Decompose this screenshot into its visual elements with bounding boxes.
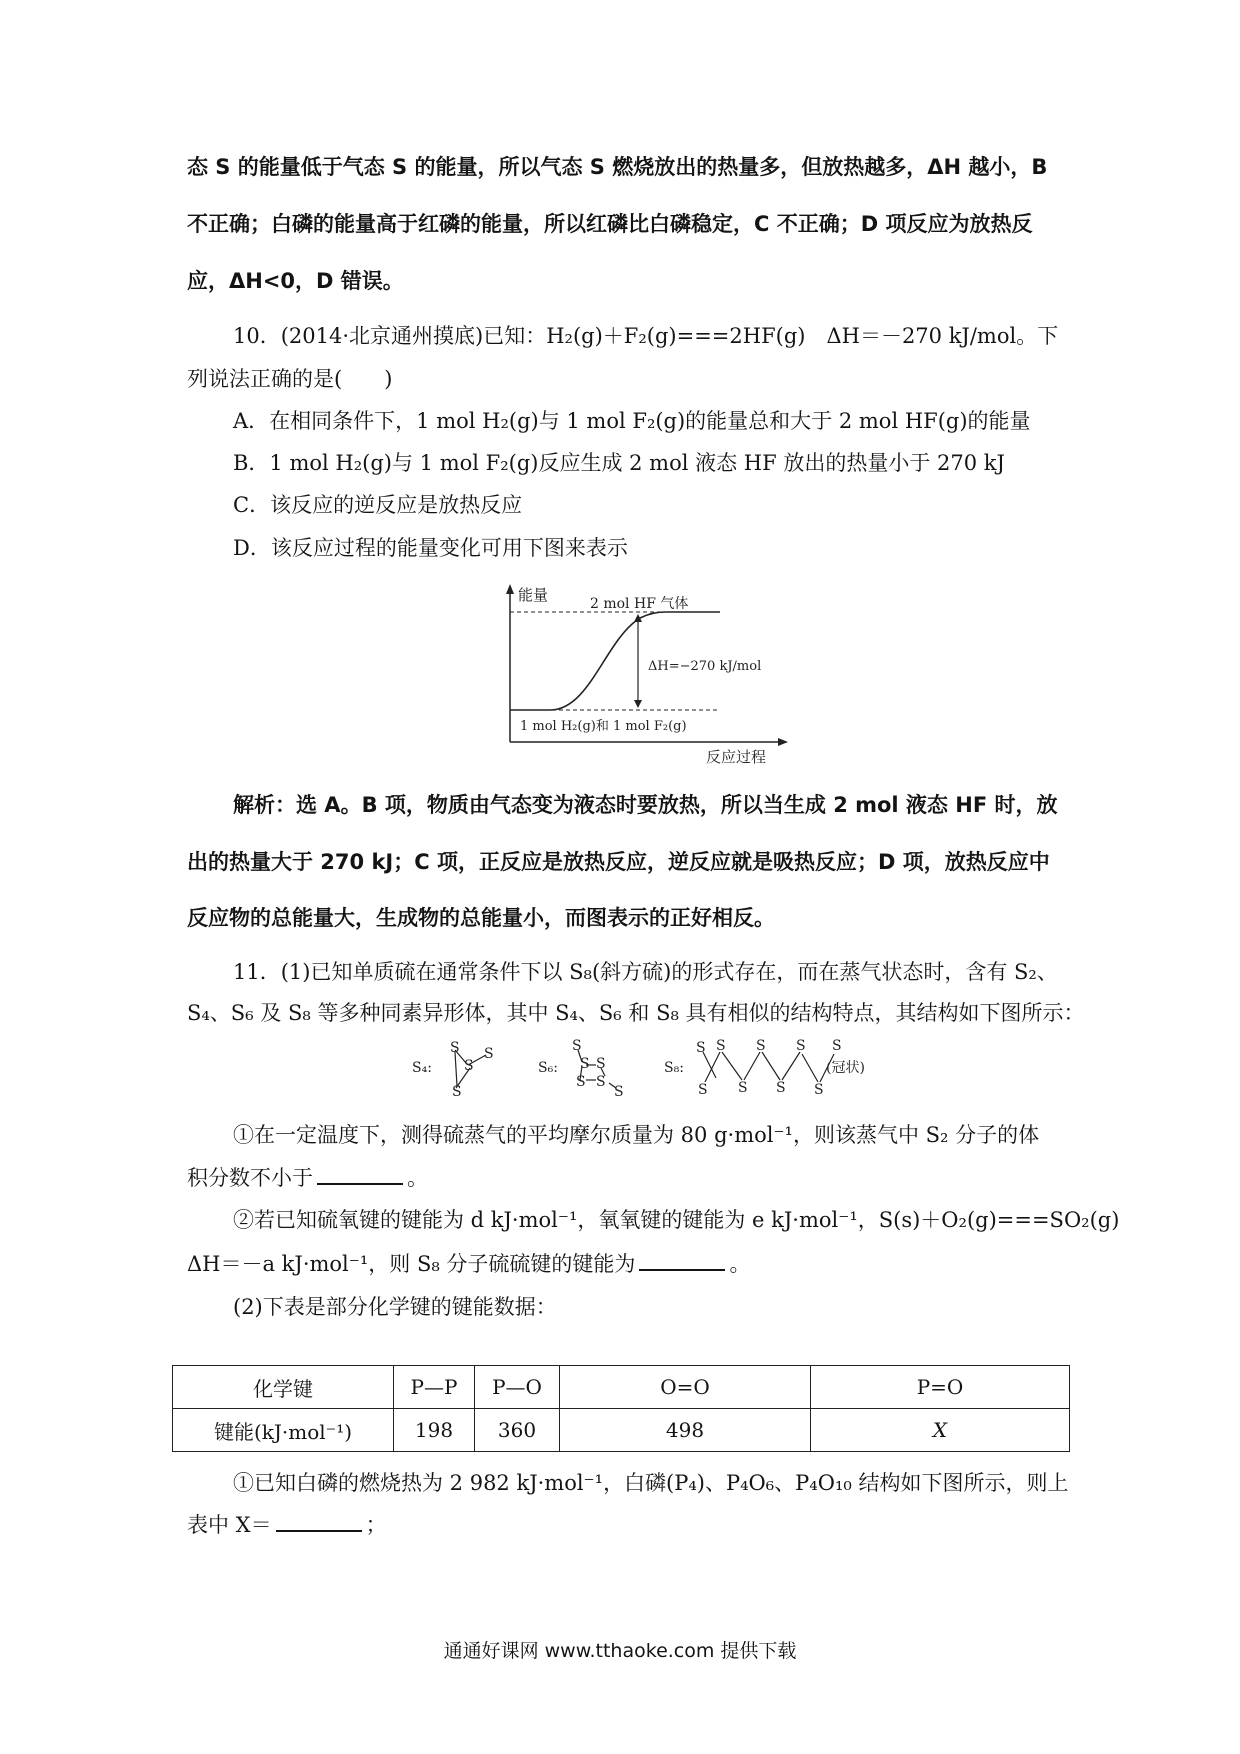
s-atom: S [450,1040,460,1056]
analysis-9-line-2: 不正确；白磷的能量高于红磷的能量，所以红磷比白磷稳定，C 不正确；D 项反应为放热反 [187,212,1033,236]
s-atom: S [484,1046,494,1062]
q11-sub3-end: ； [365,1513,387,1537]
analysis-9-line-3: 应，ΔH<0，D 错误。 [187,269,404,293]
s-atom: S [576,1074,586,1090]
delta-h-label: ΔH=−270 kJ/mol [648,659,762,674]
delta-h-arrow-head-down [634,700,642,708]
s-atom: S [814,1082,824,1098]
table-header-cell: P—O [475,1366,560,1409]
analysis-10-line-2: 出的热量大于 270 kJ；C 项，正反应是放热反应，逆反应就是吸热反应；D 项，放热反应中 [187,850,1050,874]
s4-label: S₄: [412,1060,432,1076]
s-atom: S [738,1080,748,1096]
q10-option-d: D．该反应过程的能量变化可用下图来表示 [233,536,628,560]
s-atom: S [572,1038,582,1054]
energy-x-label: 反应过程 [706,748,767,766]
s6-label: S₆: [538,1060,558,1076]
s-atom: S [716,1038,726,1054]
s-atom: S [698,1082,708,1098]
q11-sub2-end: 。 [729,1252,751,1276]
answer-blank-2[interactable] [639,1251,725,1271]
sulfur-structures [408,1038,888,1104]
s-atom: S [596,1056,606,1072]
q11-sub1-text: 积分数不小于 [187,1166,313,1190]
q10-stem-line-1: 10．(2014·北京通州摸底)已知：H₂(g)＋F₂(g)===2HF(g) ΔH＝－270 kJ/mol。下 [233,324,1059,348]
table-cell: 键能(kJ·mol⁻¹) [173,1409,394,1452]
q11-sub3-text: 表中 X＝ [187,1513,272,1537]
table-row [173,1366,1070,1409]
s8-label: S₈: [664,1060,684,1076]
table-cell: 198 [394,1409,475,1452]
q11-sub2-text: ΔH＝－a kJ·mol⁻¹，则 S₈ 分子硫硫键的键能为 [187,1252,636,1276]
q11-sub3-line-2 [187,1510,387,1540]
answer-blank-1[interactable] [317,1165,403,1185]
energy-y-axis-arrow [506,584,514,594]
q11-sub2-line-2 [187,1249,750,1279]
table-cell: 360 [475,1409,560,1452]
table-row [173,1409,1070,1452]
s-atom: S [614,1084,624,1100]
table-cell: X [811,1409,1070,1452]
q11-sub1-line-2 [187,1163,428,1193]
s-atom: S [452,1084,462,1100]
q11-stem-line-2: S₄、S₆ 及 S₈ 等多种同素异形体，其中 S₄、S₆ 和 S₈ 具有相似的结构特点，其结构如下图所示： [187,1001,1085,1025]
q11-sub1-end: 。 [407,1166,428,1190]
s-atom: S [580,1056,590,1072]
answer-blank-3[interactable] [276,1512,362,1532]
q10-stem-line-2: 列说法正确的是( ) [187,367,393,391]
s-atom: S [696,1040,706,1056]
s-atom: S [796,1038,806,1054]
q11-stem-line-1: 11．(1)已知单质硫在通常条件下以 S₈(斜方硫)的形式存在，而在蒸气状态时，含有 S₂、 [233,960,1058,984]
q10-option-c: C．该反应的逆反应是放热反应 [233,493,523,517]
analysis-10-line-3: 反应物的总能量大，生成物的总能量小，而图表示的正好相反。 [187,906,775,930]
table-cell: 498 [560,1409,811,1452]
bottom-level-label: 1 mol H₂(g)和 1 mol F₂(g) [520,719,687,734]
s-atom: S [832,1038,842,1054]
bond-energy-table [172,1365,1070,1452]
q11-sub1-line-1: ①在一定温度下，测得硫蒸气的平均摩尔质量为 80 g·mol⁻¹，则该蒸气中 S₂ 分子的体 [233,1123,1040,1147]
sulfur-atoms [450,1038,842,1100]
top-level-label: 2 mol HF 气体 [590,596,689,612]
s8-note: (冠状) [826,1060,865,1076]
table-header-cell: 化学键 [173,1366,394,1409]
energy-diagram [480,580,800,770]
s-atom: S [756,1038,766,1054]
s-atom: S [776,1080,786,1096]
s-atom: S [596,1074,606,1090]
analysis-10-line-1: 解析：选 A。B 项，物质由气态变为液态时要放热，所以当生成 2 mol 液态 HF 时，放 [233,793,1058,817]
table-header-cell: O=O [560,1366,811,1409]
page-footer: 通通好课网 www.tthaoke.com 提供下载 [443,1640,797,1662]
table-header-cell: P=O [811,1366,1070,1409]
s-atom: S [464,1058,474,1074]
q11-sub3-line-1: ①已知白磷的燃烧热为 2 982 kJ·mol⁻¹，白磷(P₄)、P₄O₆、P₄O₁₀ 结构如下图所示，则上 [233,1471,1069,1495]
table-header-cell: P—P [394,1366,475,1409]
q10-option-b: B．1 mol H₂(g)与 1 mol F₂(g)反应生成 2 mol 液态 HF 放出的热量小于 270 kJ [233,451,1005,475]
q11-sub2-line-1: ②若已知硫氧键的键能为 d kJ·mol⁻¹，氧氧键的键能为 e kJ·mol⁻¹，S(s)＋O₂(g)===SO₂(g) [233,1208,1120,1232]
analysis-9-line-1: 态 S 的能量低于气态 S 的能量，所以气态 S 燃烧放出的热量多，但放热越多，ΔH 越小，B [187,155,1048,179]
energy-x-axis-arrow [778,738,788,746]
energy-y-label: 能量 [518,586,549,604]
q10-option-a: A．在相同条件下，1 mol H₂(g)与 1 mol F₂(g)的能量总和大于 2 mol HF(g)的能量 [233,409,1031,433]
q11-part-2: (2)下表是部分化学键的键能数据： [233,1295,557,1319]
